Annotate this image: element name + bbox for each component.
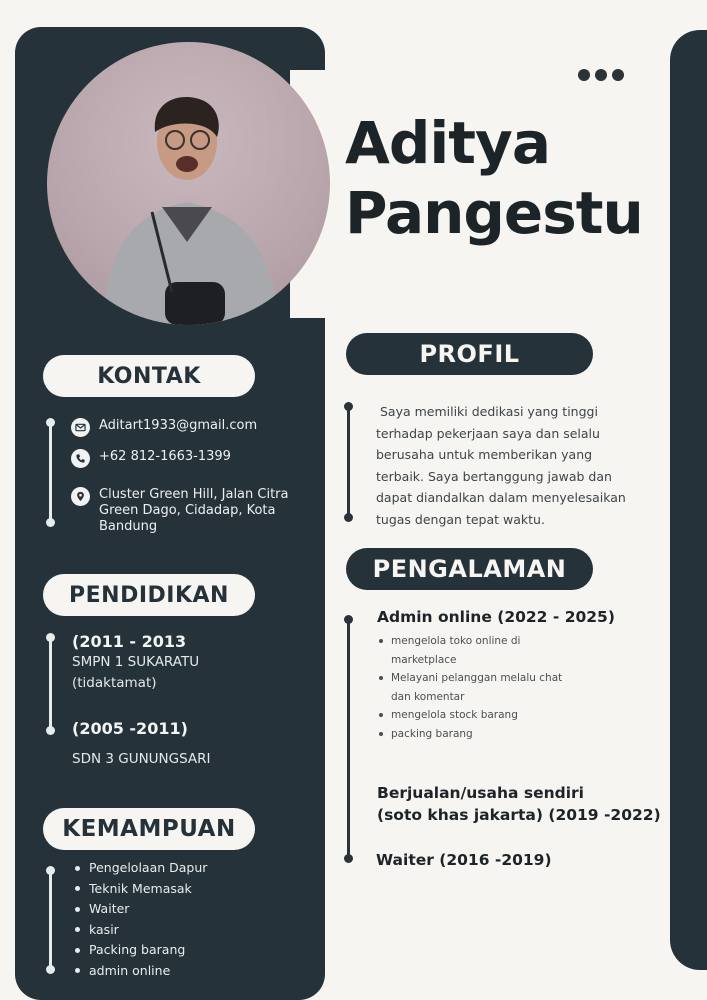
address-text: Cluster Green Hill, Jalan Citra Green Dago, Cidadap, Kota Bandung (99, 487, 289, 534)
education-1-years: (2011 - 2013 (72, 632, 187, 651)
skill-item: Waiter (75, 899, 207, 920)
contact-timeline (49, 422, 52, 523)
education-timeline (49, 637, 52, 731)
education-2-school: SDN 3 GUNUNGSARI (72, 751, 211, 767)
experience-timeline (347, 619, 350, 859)
profile-heading: PROFIL (346, 333, 593, 375)
skill-item: Packing barang (75, 940, 207, 961)
skills-list (75, 858, 207, 981)
mail-icon (71, 418, 90, 437)
education-2-years: (2005 -2011) (72, 719, 188, 738)
contact-email-row (71, 418, 257, 437)
person-illustration (47, 42, 330, 325)
last-name: Pangestu (345, 179, 643, 247)
three-dots-icon (578, 69, 624, 81)
duty-item: mengelola toko online di marketplace (377, 632, 577, 669)
duty-item: mengelola stock barang (377, 706, 577, 725)
experience-heading: PENGALAMAN (346, 548, 593, 590)
job-1-title: Admin online (2022 - 2025) (377, 608, 615, 626)
job-2-title: Berjualan/usaha sendiri (soto khas jakarta) (2019 -2022) (377, 784, 661, 824)
profile-photo (47, 42, 330, 325)
skill-item: admin online (75, 961, 207, 982)
skill-item: Pengelolaan Dapur (75, 858, 207, 879)
job-3-title: Waiter (2016 -2019) (376, 851, 552, 869)
contact-heading: KONTAK (43, 355, 255, 397)
name-heading (345, 108, 643, 248)
email-link[interactable]: Aditart1933@gmail.com (99, 418, 258, 433)
skill-item: Teknik Memasak (75, 879, 207, 900)
skills-heading: KEMAMPUAN (43, 808, 255, 850)
phone-number[interactable]: +62 812-1663-1399 (99, 449, 231, 464)
skill-item: kasir (75, 920, 207, 941)
first-name: Aditya (345, 109, 550, 177)
contact-phone-row (71, 449, 231, 468)
right-decorative-bar (670, 30, 707, 970)
skills-timeline (49, 870, 52, 970)
location-pin-icon (71, 487, 90, 506)
contact-address-row (71, 487, 289, 535)
profile-summary: Saya memiliki dedikasi yang tinggi terhadap pekerjaan saya dan selalu berusaha untuk memberikan yang terbaik. Saya bertanggung jawab dan dapat diandalkan dalam menyelesaikan tugas dengan tepat waktu. (376, 404, 626, 527)
education-heading: PENDIDIKAN (43, 574, 255, 616)
duty-item: Melayani pelanggan melalu chat dan komentar (377, 669, 577, 706)
job-1-duties (377, 632, 577, 743)
phone-icon (71, 449, 90, 468)
duty-item: packing barang (377, 725, 577, 744)
education-1-school: SMPN 1 SUKARATU (tidaktamat) (72, 654, 200, 691)
profile-timeline (347, 406, 350, 518)
